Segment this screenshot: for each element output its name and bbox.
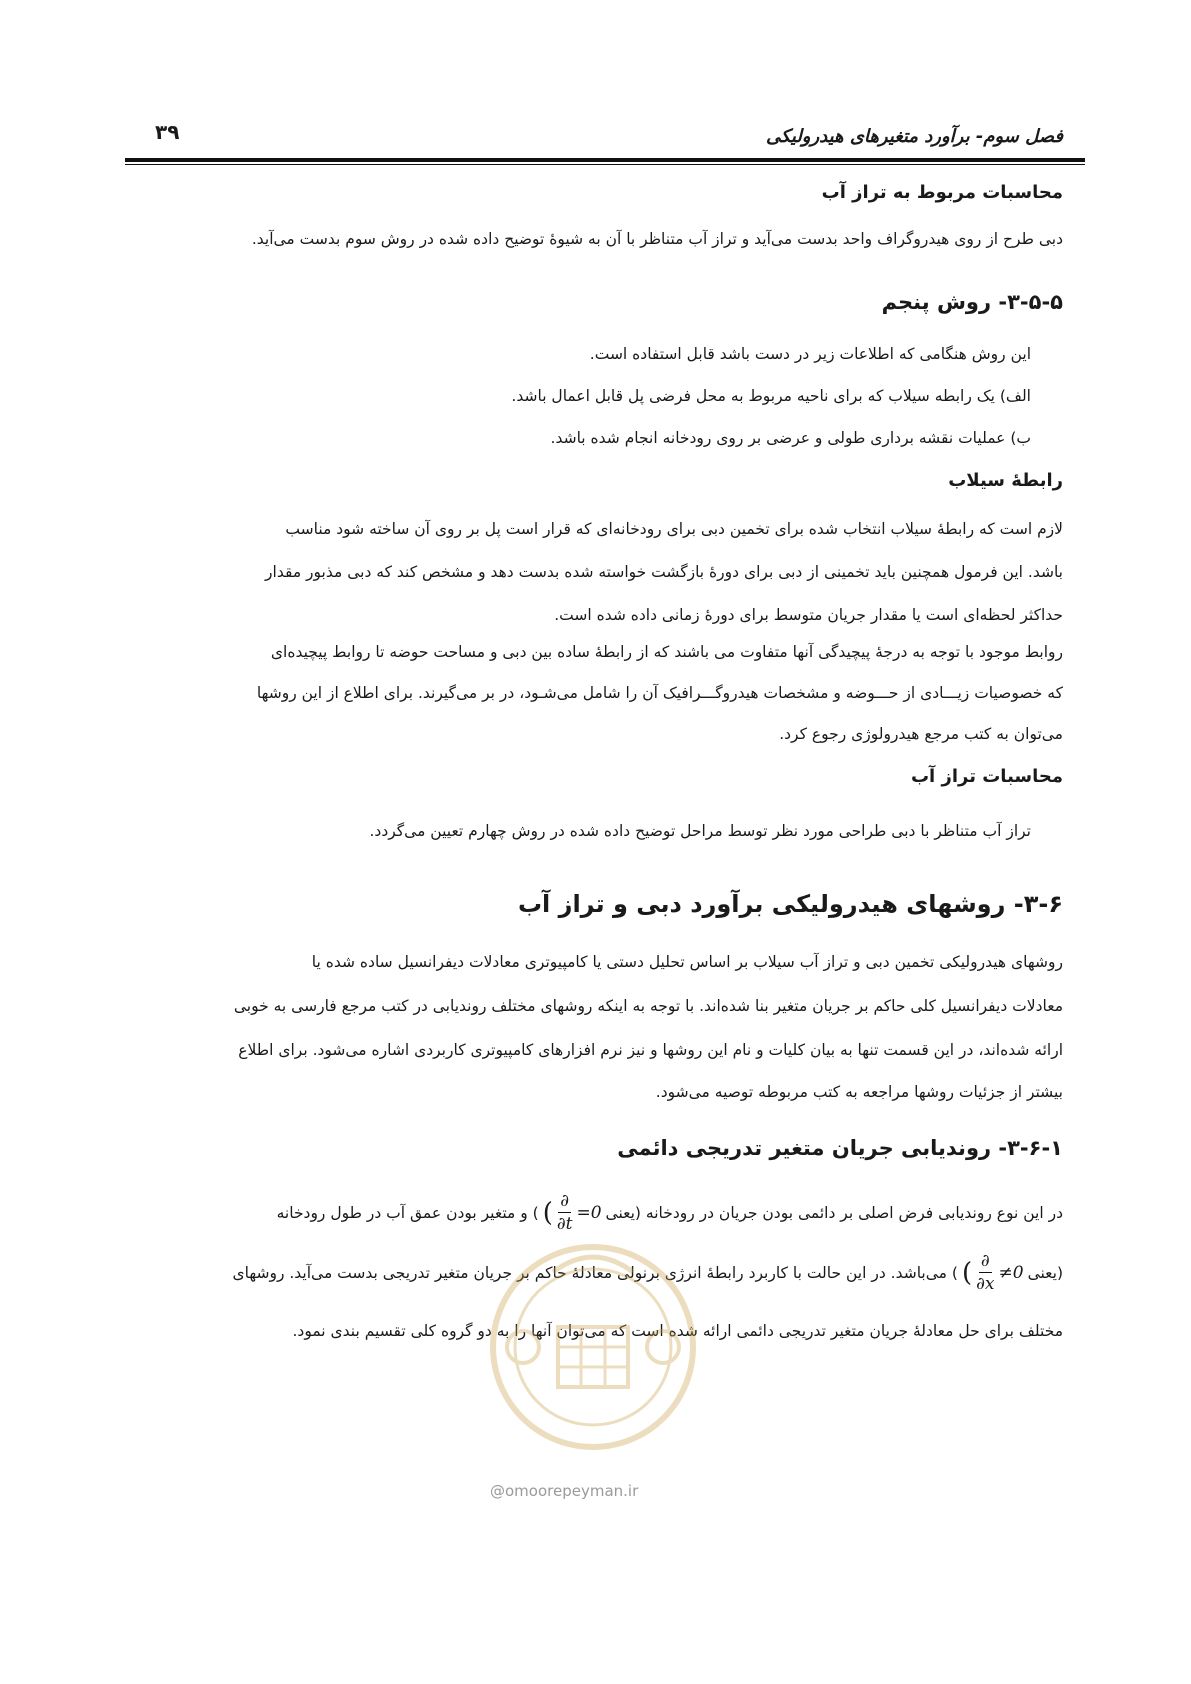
watermark-logo <box>458 1232 728 1462</box>
text-line: لازم است که رابطهٔ سیلاب انتخاب شده برای تخمین دبی برای رودخانه‌ای که قرار است پل بر روی آن ساخته شود مناسب <box>285 520 1063 538</box>
steady-flow-condition: ( $\frac{\partial}{\partial t}$ =0 <box>542 1191 602 1234</box>
text-line: بیشتر از جزئیات روشها مراجعه به کتب مربوطه توصیه می‌شود. <box>655 1083 1063 1101</box>
text-line: الف) یک رابطه سیلاب که برای ناحیه مربوط به محل فرضی پل قابل اعمال باشد. <box>511 387 1031 405</box>
text-line: این روش هنگامی که اطلاعات زیر در دست باشد قابل استفاده است. <box>589 345 1031 363</box>
heading-water-level-calc-2: محاسبات تراز آب <box>910 766 1063 787</box>
partial-derivative-x: $\frac{\partial}{\partial x}$ <box>976 1251 995 1294</box>
heading-3-6: ۳-۶- روشهای هیدرولیکی برآورد دبی و تراز آب <box>517 890 1063 918</box>
text-line: ارائه شده‌اند، در این قسمت تنها به بیان کلیات و نام این روشها و نیز نرم افزارهای کامپیوتری کاربردی اشاره می‌شود. برای اطلاع <box>238 1041 1063 1059</box>
varied-depth-condition: ( $\frac{\partial}{\partial x}$ ≠0 <box>961 1251 1024 1294</box>
heading-flood-relation: رابطهٔ سیلاب <box>948 470 1063 491</box>
text-line: که خصوصیات زیـــادی از حـــوضه و مشخصات هیدروگـــرافیک آن را شامل می‌شـود، در بر می‌گیرند. برای اطلاع از این روشها <box>256 684 1063 702</box>
equation-line-1 <box>277 1190 1063 1235</box>
text-line: مختلف برای حل معادلهٔ جریان متغیر تدریجی دائمی ارائه شده است که می‌توان آنها را به دو گروه کلی تقسیم بندی نمود. <box>292 1322 1063 1340</box>
header-rule-thick <box>125 158 1085 162</box>
heading-3-6-1: ۳-۶-۱- روندیابی جریان متغیر تدریجی دائمی <box>617 1136 1063 1160</box>
partial-derivative-t: $\frac{\partial}{\partial t}$ <box>556 1191 573 1234</box>
text-line: ب) عملیات نقشه برداری طولی و عرضی بر روی رودخانه انجام شده باشد. <box>550 429 1031 447</box>
page-number: ۳۹ <box>155 120 180 144</box>
heading-water-level-calculations: محاسبات مربوط به تراز آب <box>821 182 1063 203</box>
text-segment: ) می‌باشد. در این حالت با کاربرد رابطهٔ انرژی برنولی معادلهٔ حاکم بر جریان متغیر تدریجی بدست می‌آید. روشهای <box>232 1263 958 1282</box>
text-line: حداکثر لحظه‌ای است یا مقدار جریان متوسط برای دورهٔ زمانی داده شده است. <box>554 606 1063 624</box>
text-line: روشهای هیدرولیکی تخمین دبی و تراز آب سیلاب بر اساس تحلیل دستی یا کامپیوتری معادلات دیفرانسیل ساده شده یا <box>311 953 1063 971</box>
text-segment: ) و متغیر بودن عمق آب در طول رودخانه <box>276 1203 539 1222</box>
heading-3-5-5: ۳-۵-۵- روش پنجم <box>881 290 1063 314</box>
text-line: روابط موجود با توجه به درجهٔ پیچیدگی آنها متفاوت می باشند که از رابطهٔ ساده بین دبی و مساحت حوضه تا روابط پیچیده‌ای <box>270 643 1063 661</box>
paragraph-water-level-1: دبی طرح از روی هیدروگراف واحد بدست می‌آید و تراز آب متناظر با آن به شیوهٔ توضیح داده شده در روش سوم بدست می‌آید. <box>251 230 1063 248</box>
text-segment: در این نوع روندیابی فرض اصلی بر دائمی بودن جریان در رودخانه (یعنی <box>605 1203 1063 1222</box>
text-segment: (یعنی <box>1027 1263 1063 1282</box>
text-line: می‌توان به کتب مرجع هیدرولوژی رجوع کرد. <box>779 725 1063 743</box>
text-line: باشد. این فرمول همچنین باید تخمینی از دبی برای دورهٔ بازگشت خواسته شده بدست دهد و مشخص کند که دبی مذبور مقدار <box>265 563 1063 581</box>
header-rule-thin <box>125 164 1085 165</box>
watermark-url: @omoorepeyman.ir <box>490 1482 639 1500</box>
chapter-header-title: فصل سوم- برآورد متغیرهای هیدرولیکی <box>765 126 1063 147</box>
text-line: معادلات دیفرانسیل کلی حاکم بر جریان متغیر بنا شده‌اند. با توجه به اینکه روشهای مختلف روندیابی در کتب مرجع فارسی به خوبی <box>233 997 1063 1015</box>
paragraph-water-level-2: تراز آب متناظر با دبی طراحی مورد نظر توسط مراحل توضیح داده شده در روش چهارم تعیین می‌گردد. <box>369 822 1031 840</box>
